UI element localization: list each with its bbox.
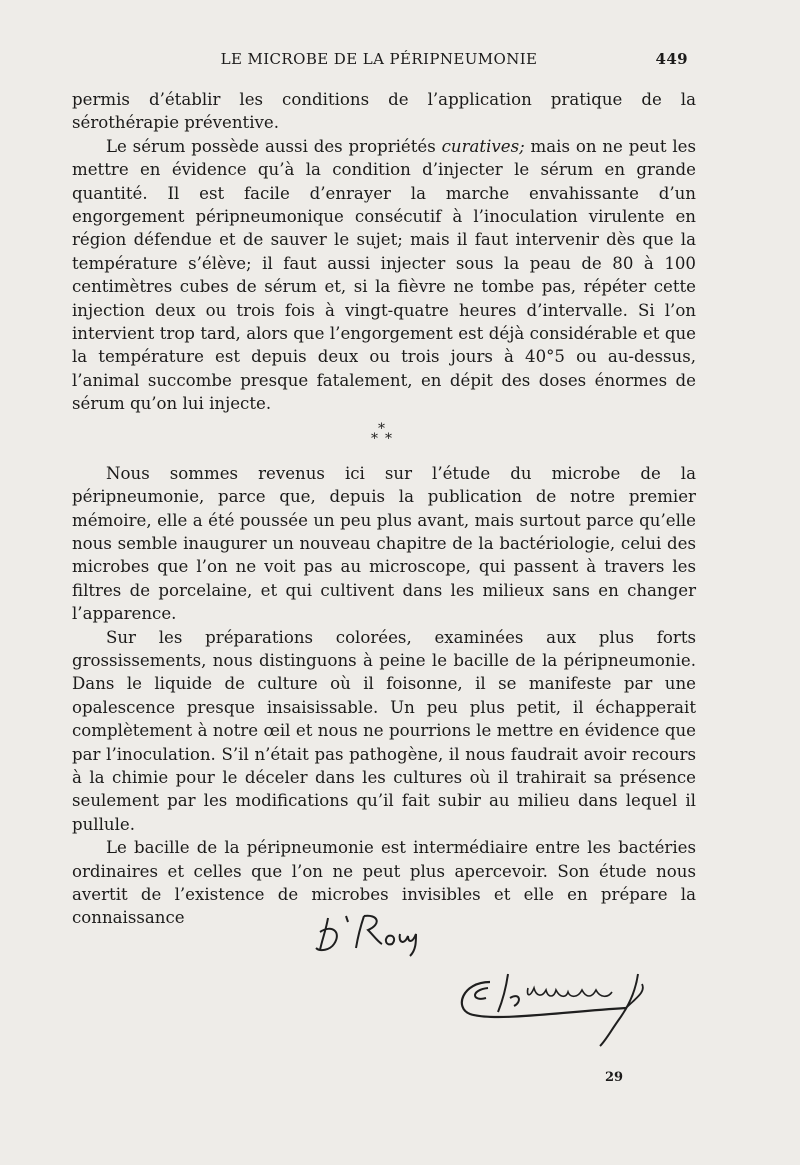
section-separator xyxy=(72,416,696,462)
separator-star-left: * xyxy=(371,430,378,447)
paragraph-new-chapter: Nous sommes revenus ici sur l’étude du microbe de la péripneumonie, parce que, depuis la publication de notre premier mémoire, elle a été poussée un peu plus avant, mais surtout parce qu’elle nous semble inaugurer un nouveau chapitre de la bactériologie, celui des microbes que l’on ne voit pas au microscope, qui passent à travers les filtres de porcelaine, et qui cultivent dans les milieux sans en changer l’apparence. xyxy=(72,463,696,624)
signature-mark: 29 xyxy=(605,1070,624,1085)
paragraph-intermediate: Le bacille de la péripneumonie est intermédiaire entre les bactéries ordinaires et celles que l’on ne peut plus apercevoir. Son étude nous avertit de l’existence de microbes invisibles et elle en prépare la connaissance xyxy=(72,838,696,928)
article-body xyxy=(72,88,696,930)
paragraph-serum-curative xyxy=(72,135,696,416)
running-header xyxy=(70,50,688,74)
signature-nocard xyxy=(450,968,660,1050)
paragraph-text-after: mais on ne peut les mettre en évidence qu’à la condition d’injecter le sérum en grande quantité. Il est facile d’enrayer la marche envahissante d’un engorgement péripneumonique consécutif à l’inoculation virulente en région défendue et de sauver le sujet; mais il faut intervenir dès que la température s’élève; il faut aussi injecter sous la peau de 80 à 100 centimètres cubes de sérum et, si la fièvre ne tombe pas, répéter cette injection deux ou trois fois à vingt-quatre heures d’intervalle. Si l’on intervient trop tard, alors que l’engorgement est déjà considérable et que la température est depuis deux ou trois jours à 40°5 ou au-dessus, l’animal succombe presque fatalement, en dépit des doses énormes de sérum qu’on lui injecte. xyxy=(72,136,696,414)
page-number: 449 xyxy=(655,50,688,68)
emphasis-curatives: curatives; xyxy=(441,136,525,156)
running-title: LE MICROBE DE LA PÉRIPNEUMONIE xyxy=(220,50,538,68)
separator-star-right: * xyxy=(385,430,392,447)
signature-roux xyxy=(312,910,432,960)
paragraph-preparations: Sur les préparations colorées, examinées aux plus forts grossissements, nous distinguons à peine le bacille de la péripneumonie. Dans le liquide de culture où il foisonne, il se manifeste par une opalescence presque insaisissable. Un peu plus petit, il échapperait complètement à notre œil et nous ne pourrions le mettre en évidence que par l’inoculation. S’il n’était pas pathogène, il nous faudrait avoir recours à la chimie pour le déceler dans les cultures où il trahirait sa présence seulement par les modifications qu’il fait subir au milieu dans lequel il pullule. xyxy=(72,627,696,834)
separator-star-top: * xyxy=(378,420,385,437)
paragraph-text-before: Le sérum possède aussi des propriétés xyxy=(106,136,442,156)
paragraph-continuation: permis d’établir les conditions de l’application pratique de la sérothérapie préventive. xyxy=(72,90,696,133)
